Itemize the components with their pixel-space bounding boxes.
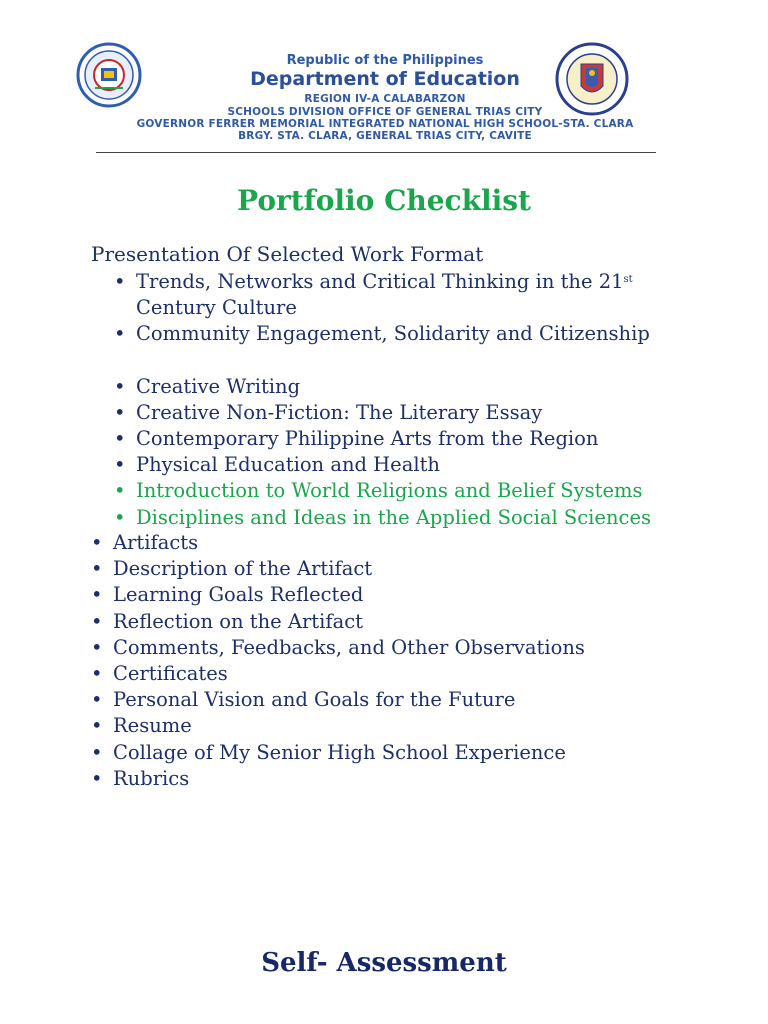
list-item: • Comments, Feedbacks, and Other Observations [113,635,713,661]
bullet-icon: • [114,453,126,477]
list-item: • Resume [113,713,713,739]
republic-line: Republic of the Philippines [286,53,484,68]
bullet-icon: • [91,531,103,554]
bullet-icon: • [114,505,126,529]
bullet-icon: • [91,766,103,790]
list-item: • Introduction to World Religions and Belief Systems [136,478,696,504]
bullet-icon: • [91,583,103,607]
list-item: • Reflection on the Artifact [113,609,713,635]
bullet-icon: • [91,740,103,764]
list-item: • Learning Goals Reflected [113,582,713,608]
bullet-icon: • [114,427,126,451]
list-item: • Personal Vision and Goals for the Future [113,687,713,713]
bullet-icon: • [91,688,103,712]
list-item: • Trends, Networks and Critical Thinking in the 21st Century Culture [114,270,633,320]
page-title: Portfolio Checklist [237,184,531,217]
bullet-icon: • [91,714,103,738]
spacer [136,348,696,374]
list-item: • Description of the Artifact [113,556,713,582]
bullet-icon: • [91,662,103,686]
self-assessment-heading: Self- Assessment [261,948,507,978]
bullet-icon: • [114,270,126,293]
section-subtitle: Presentation Of Selected Work Format [91,242,484,266]
bullet-icon: • [91,557,103,581]
list-item: • Rubrics [113,766,713,792]
header-divider [96,152,656,153]
list-item: • Contemporary Philippine Arts from the Region [136,426,696,452]
bullet-icon: • [91,609,103,633]
list-item: • Creative Writing [136,374,696,400]
bullet-icon: • [114,400,126,424]
list-item: • Certificates [113,661,713,687]
bullet-icon: • [91,635,103,659]
letterhead [0,0,768,160]
department-line: Department of Education [250,68,520,90]
portfolio-items-list [91,530,713,792]
region-line: REGION IV-A CALABARZON [304,93,466,105]
list-item: • Disciplines and Ideas in the Applied Social Sciences [136,505,696,531]
bullet-icon: • [114,322,126,346]
division-line: SCHOOLS DIVISION OFFICE OF GENERAL TRIAS CITY [227,106,543,118]
subject-list [114,269,696,531]
list-item: • Physical Education and Health [136,452,696,478]
list-item: • Collage of My Senior High School Experience [113,740,713,766]
address-line: BRGY. STA. CLARA, GENERAL TRIAS CITY, CAVITE [238,130,532,142]
list-item: • Community Engagement, Solidarity and Citizenship [136,321,696,347]
bullet-icon: • [114,374,126,398]
school-line: GOVERNOR FERRER MEMORIAL INTEGRATED NATIONAL HIGH SCHOOL-STA. CLARA [136,118,634,130]
deped-seal-icon [555,42,629,116]
list-item: • Creative Non-Fiction: The Literary Essay [136,400,696,426]
bullet-icon: • [114,479,126,503]
list-item: • Artifacts [113,530,713,556]
